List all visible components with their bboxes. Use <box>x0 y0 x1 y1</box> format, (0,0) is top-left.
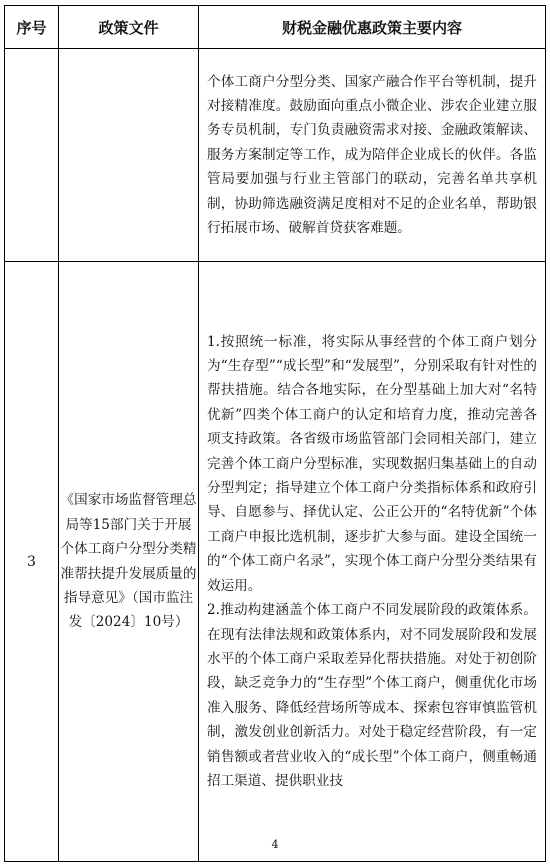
row-number <box>5 49 59 262</box>
content-paragraph: 1.按照统一标准，将实际从事经营的个体工商户划分为“生存型”“成长型”和“发展型”，分别采取有针对性的帮扶措施。结合各地实际，在分型基础上加大对“名特优新”四类个体工商户的认定和培育力度，推动完善各项支持政策。各省级市场监管部门会同相关部门，建立完善个体工商户分型标准，实现数据归集基础上的自动分型判定；指导建立个体工商户分类指标体系和政府引导、自愿参与、择优认定、公正公开的“名特优新”个体工商户申报比选机制，逐步扩大参与面。建设全国统一的“个体工商户名录”，实现个体工商户分型分类结果有效运用。 <box>207 333 537 594</box>
table-row <box>5 49 546 262</box>
header-policy-document: 政策文件 <box>59 6 199 49</box>
row-policy-document: 《国家市场监督管理总局等15部门关于开展个体工商户分型分类精准帮扶提升发展质量的指导意见》（国市监注发〔2024〕10号） <box>59 262 199 862</box>
row-policy-document <box>59 49 199 262</box>
table-header-row <box>5 6 546 49</box>
page-number: 4 <box>271 838 279 851</box>
content-paragraph: 个体工商户分型分类、国家产融合作平台等机制，提升对接精准度。鼓励面向重点小微企业、涉农企业建立服务专员机制，专门负责融资需求对接、金融政策解读、服务方案制定等工作，成为陪伴企业成长的伙伴。各监管局要加强与行业主管部门的联动，完善名单共享机制，协助筛选融资满足度相对不足的企业名单，帮助银行拓展市场、破解首贷获客难题。 <box>207 73 537 237</box>
row-number: 3 <box>5 262 59 862</box>
policy-table <box>4 5 546 862</box>
row-content-cell <box>199 262 546 862</box>
header-number: 序号 <box>5 6 59 49</box>
row-content-cell <box>199 49 546 262</box>
header-main-content: 财税金融优惠政策主要内容 <box>199 6 546 49</box>
content-paragraph: 2.推动构建涵盖个体工商户不同发展阶段的政策体系。在现有法律法规和政策体系内，对不同发展阶段和发展水平的个体工商户采取差异化帮扶措施。对处于初创阶段，缺乏竞争力的“生存型”个体工商户，侧重优化市场准入服务、降低经营场所等成本、探索包容审慎监管机制，激发创业创新活力。对处于稳定经营阶段，有一定销售额或者营业收入的“成长型”个体工商户，侧重畅通招工渠道、提供职业技 <box>207 602 537 789</box>
table-row <box>5 262 546 862</box>
